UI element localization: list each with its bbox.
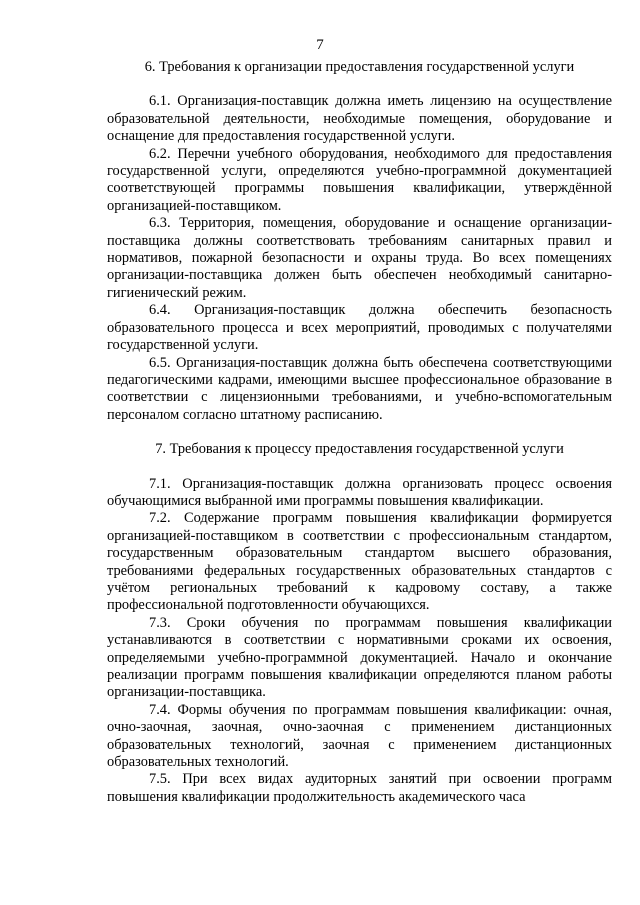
paragraph-6-5: 6.5. Организация-поставщик должна быть обеспечена соответствующими педагогическими кадрами, имеющими высшее профессиональное образование в соответствии с лицензионными требованиями, и учебно-вспомогательным персоналом согласно штатному расписанию. xyxy=(107,354,612,423)
paragraph-7-2: 7.2. Содержание программ повышения квалификации формируется организацией-поставщиком в соответствии с профессиональным стандартом, государственным образовательным стандартом высшего образования, требованиями федеральных государственных образовательных стандартов с учётом региональных требований к кадровому составу, а также профессиональной подготовленности обучающихся. xyxy=(107,510,612,614)
paragraph-6-1: 6.1. Организация-поставщик должна иметь лицензию на осуществление образовательной деятельности, необходимые помещения, оборудование и оснащение для предоставления государственной услуги. xyxy=(107,93,612,145)
section-6-heading: 6. Требования к организации предоставления государственной услуги xyxy=(144,59,575,75)
paragraph-7-3: 7.3. Сроки обучения по программам повышения квалификации устанавливаются в соответствии с нормативными сроками их освоения, определяемыми учебно-программной документацией. Начало и окончание реализации программ повышения квалификации определяются планом работы организации-поставщика. xyxy=(107,614,612,701)
paragraph-7-5: 7.5. При всех видах аудиторных занятий при освоении программ повышения квалификации продолжительность академического часа xyxy=(107,771,612,805)
paragraph-7-1: 7.1. Организация-поставщик должна организовать процесс освоения обучающимися выбранной ими программы повышения квалификации. xyxy=(107,475,612,509)
paragraph-6-2: 6.2. Перечни учебного оборудования, необходимого для предоставления государственной услуги, определяются учебно-программной документацией соответствующей программы повышения квалификации, утверждённой организацией-поставщиком. xyxy=(107,145,612,214)
page-number: 7 xyxy=(316,37,324,53)
section-7-heading: 7. Требования к процессу предоставления государственной услуги xyxy=(155,441,564,458)
paragraph-6-4: 6.4. Организация-поставщик должна обеспечить безопасность образовательного процесса и всех мероприятий, проводимых с получателями государственной услуги. xyxy=(107,302,612,354)
paragraph-6-3: 6.3. Территория, помещения, оборудование и оснащение организации-поставщика должны соответствовать требованиям санитарных правил и нормативов, пожарной безопасности и охраны труда. Во всех помещениях организации-поставщика должен быть обеспечен необходимый санитарно-гигиенический режим. xyxy=(107,215,612,301)
document-body xyxy=(107,59,612,806)
paragraph-7-4: 7.4. Формы обучения по программам повышения квалификации: очная, очно-заочная, заочная, очно-заочная с применением дистанционных образовательных технологий, заочная с применением дистанционных образовательных технологий. xyxy=(107,701,612,771)
